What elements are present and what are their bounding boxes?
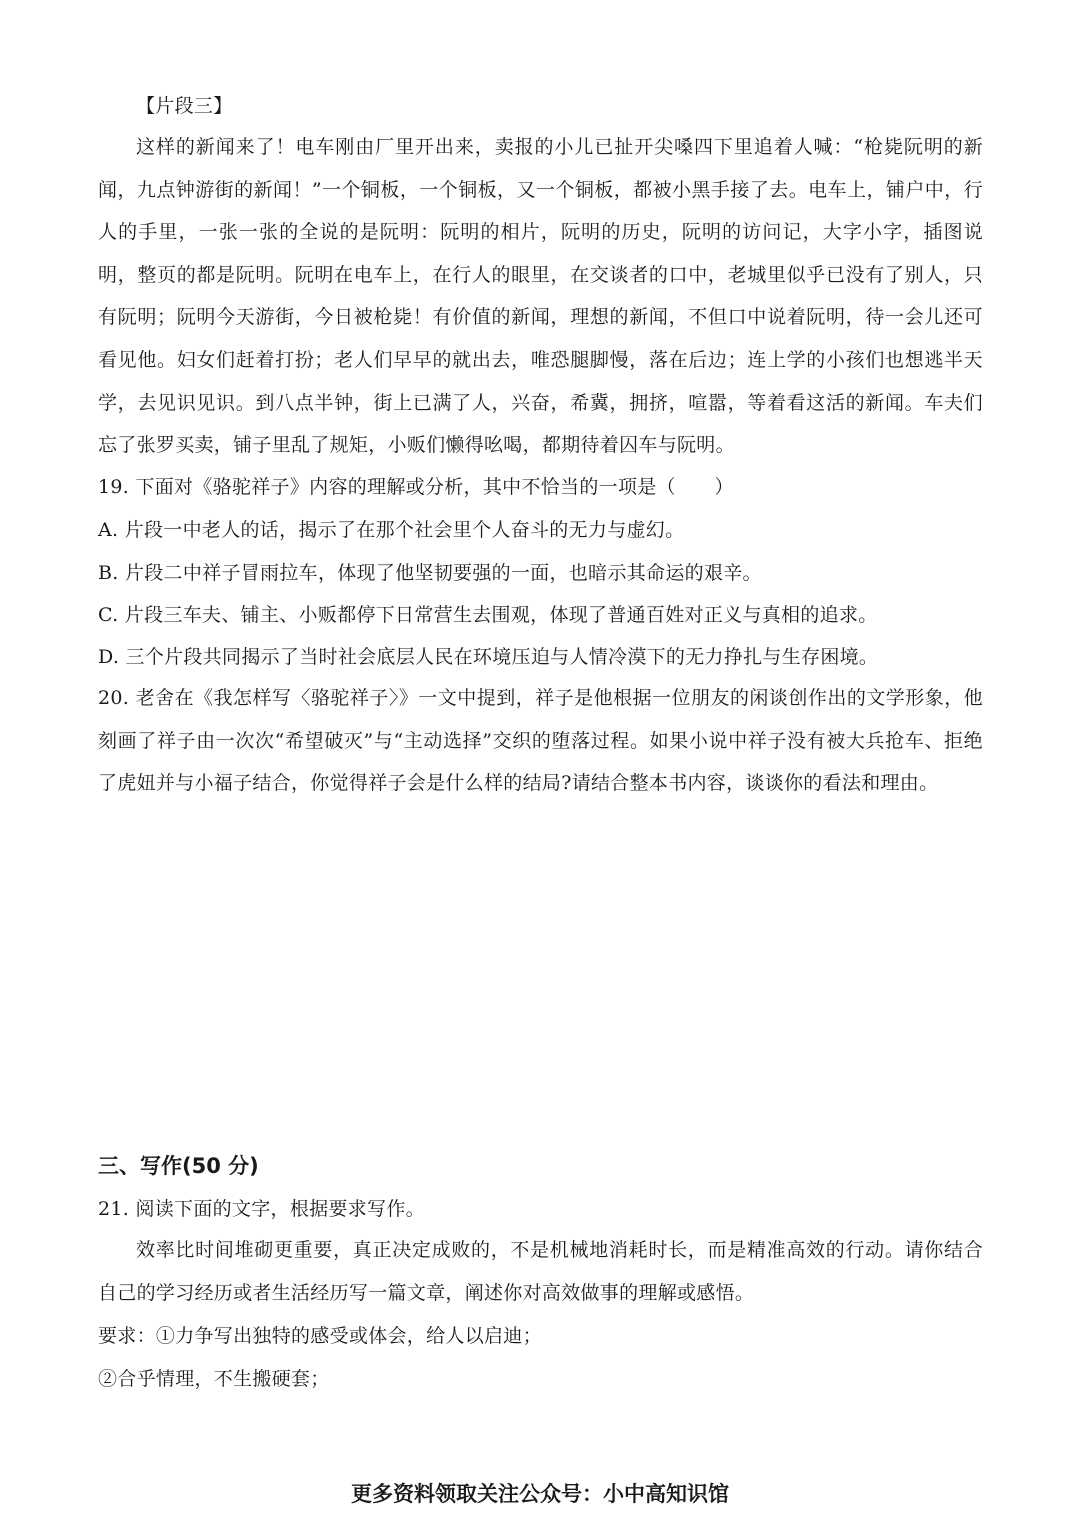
q21-requirement-2: ②合乎情理，不生搬硬套； [98, 1368, 330, 1390]
q19-option-c: C. 片段三车夫、铺主、小贩都停下日常营生去围观，体现了普通百姓对正义与真相的追求。 [98, 604, 878, 626]
fragment3-heading: 【片段三】 [136, 95, 233, 117]
q21-requirement-1: 要求：①力争写出独特的感受或体会，给人以启迪； [98, 1325, 542, 1347]
q19-option-a: A. 片段一中老人的话，揭示了在那个社会里个人奋斗的无力与虚幻。 [98, 519, 685, 541]
q19-option-b: B. 片段二中祥子冒雨拉车，体现了他坚韧要强的一面，也暗示其命运的艰辛。 [98, 562, 762, 584]
q19-option-d: D. 三个片段共同揭示了当时社会底层人民在环境压迫与人情冷漠下的无力挣扎与生存困境。 [98, 646, 879, 668]
section3-title: 三、写作(50 分) [98, 1154, 259, 1178]
q21-stem: 21. 阅读下面的文字，根据要求写作。 [98, 1198, 425, 1220]
fragment3-text: 这样的新闻来了！电车刚由厂里开出来，卖报的小儿已扯开尖嗓四下里追着人喊：“枪毙阮明的新闻，九点钟游街的新闻！”一个铜板，一个铜板，又一个铜板，都被小黑手接了去。电车上，铺户中，行人的手里，一张一张的全说的是阮明：阮明的相片，阮明的历史，阮明的访问记，大字小字，插图说明，整页的都是阮明。阮明在电车上，在行人的眼里，在交谈者的口中，老城里似乎已没有了别人，只有阮明；阮明今天游街，今日被枪毙！有价值的新闻，理想的新闻，不但口中说着阮明，待一会儿还可看见他。妇女们赶着打扮；老人们早早的就出去，唯恐腿脚慢，落在后边；连上学的小孩们也想逃半天学，去见识见识。到八点半钟，街上已满了人，兴奋，希冀，拥挤，喧嚣，等着看这活的新闻。车夫们忘了张罗买卖，铺子里乱了规矩，小贩们懒得吆喝，都期待着囚车与阮明。 [98, 136, 983, 457]
q21-prompt: 效率比时间堆砌更重要，真正决定成败的，不是机械地消耗时长，而是精准高效的行动。请你结合自己的学习经历或者生活经历写一篇文章，阐述你对高效做事的理解或感悟。 [98, 1239, 983, 1304]
q20-text: 20. 老舍在《我怎样写〈骆驼祥子〉》一文中提到，祥子是他根据一位朋友的闲谈创作出的文学形象，他刻画了祥子由一次次“希望破灭”与“主动选择”交织的堕落过程。如果小说中祥子没有被大兵抢车、拒绝了虎妞并与小福子结合，你觉得祥子会是什么样的结局?请结合整本书内容，谈谈你的看法和理由。 [98, 687, 983, 795]
q19-stem: 19. 下面对《骆驼祥子》内容的理解或分析，其中不恰当的一项是（ ） [98, 476, 734, 498]
footer-promo: 更多资料领取关注公众号：小中高知识馆 [351, 1482, 729, 1506]
